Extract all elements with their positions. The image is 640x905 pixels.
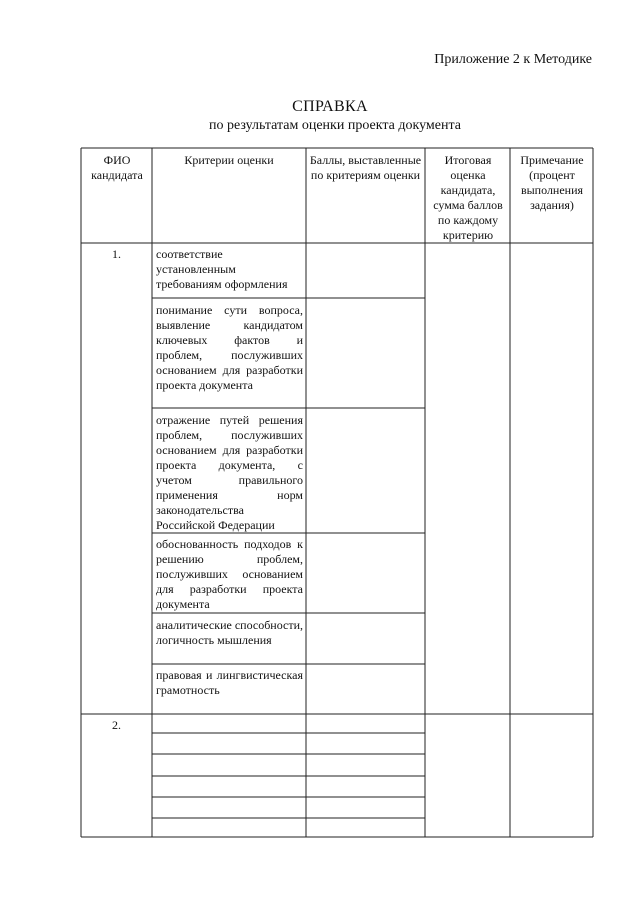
header-total: Итоговая оценка кандидата, сумма баллов по каждому критерию — [433, 153, 503, 242]
criterion-justification: обоснованность подходов к решению проблем, послуживших основанием для разработки проекта документа — [156, 537, 303, 611]
criterion-analytical: аналитические способности, логичность мышления — [156, 618, 304, 647]
criterion-literacy: правовая и лингвистическая грамотность — [156, 668, 303, 697]
header-scores: Баллы, выставленные по критериям оценки — [309, 153, 422, 182]
document-title: СПРАВКА — [292, 98, 368, 115]
appendix-label: Приложение 2 к Методике — [434, 52, 592, 67]
row-number: 1. — [112, 247, 121, 261]
header-criteria: Критерии оценки — [184, 153, 274, 167]
header-fio: ФИО кандидата — [91, 153, 143, 182]
document-subtitle: по результатам оценки проекта документа — [209, 118, 461, 133]
row-number: 2. — [112, 718, 121, 732]
criterion-understanding: понимание сути вопроса, выявление кандидатом ключевых фактов и проблем, послуживших основанием для разработки проекта документа — [156, 303, 303, 392]
criterion-solutions: отражение путей решения проблем, послуживших основанием для разработки проекта документа, с учетом правильного применения норм законодательства Российской Федерации — [156, 413, 303, 532]
header-note: Примечание (процент выполнения задания) — [520, 153, 584, 212]
criterion-formatting: соответствие установленным требованиям оформления — [156, 247, 288, 291]
